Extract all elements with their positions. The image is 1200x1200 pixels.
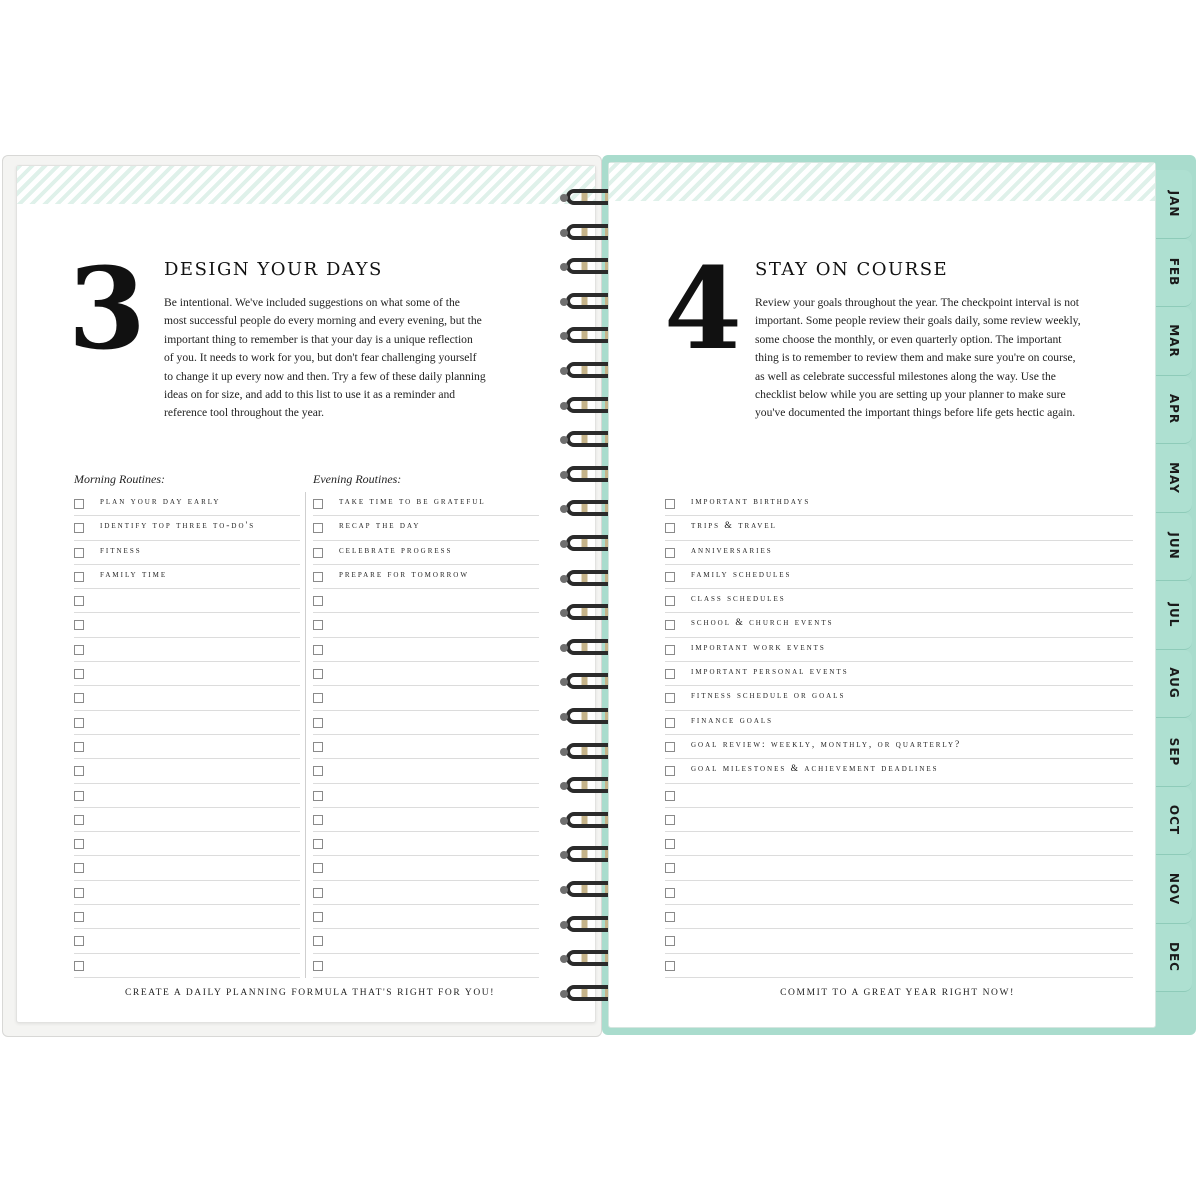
- checkbox[interactable]: [313, 839, 323, 849]
- checklist-row: [74, 565, 300, 589]
- checklist-item-label: important work events: [691, 642, 826, 653]
- checklist-row: [665, 905, 1133, 929]
- checkbox[interactable]: [665, 961, 675, 971]
- checkbox[interactable]: [665, 645, 675, 655]
- checklist-row: [74, 784, 300, 808]
- checklist-item-label: family schedules: [691, 569, 792, 580]
- intro-paragraph-left: [164, 294, 544, 423]
- checkbox[interactable]: [74, 718, 84, 728]
- tab-label: DEC: [1167, 942, 1181, 973]
- page-title-design-your-days: DESIGN YOUR DAYS: [164, 259, 383, 280]
- checklist-row: [313, 832, 539, 856]
- month-tabs: [1156, 170, 1192, 992]
- checkbox[interactable]: [665, 839, 675, 849]
- checklist-row: [74, 516, 300, 540]
- checklist-item-label: family time: [100, 569, 168, 580]
- checklist-row: [74, 759, 300, 783]
- checklist-row: [313, 711, 539, 735]
- checklist-row: [313, 881, 539, 905]
- checklist-row: [665, 638, 1133, 662]
- checkbox[interactable]: [313, 669, 323, 679]
- intro-line: you've documented the important things before life gets hectic again.: [755, 406, 1076, 420]
- checkbox[interactable]: [313, 936, 323, 946]
- checkbox[interactable]: [665, 742, 675, 752]
- tab-dec[interactable]: [1156, 924, 1192, 993]
- checklist-row: [74, 686, 300, 710]
- checklist-row: [313, 954, 539, 978]
- checklist-row: [665, 711, 1133, 735]
- checkbox[interactable]: [313, 718, 323, 728]
- intro-line: checklist below while you are setting up your planner to make sure: [755, 388, 1066, 402]
- intro-line: some choose the monthly, or even quarterly option. The important: [755, 332, 1062, 346]
- tab-label: JUL: [1167, 602, 1181, 628]
- checklist-row: [313, 638, 539, 662]
- checkbox[interactable]: [665, 572, 675, 582]
- checklist-row: [74, 638, 300, 662]
- checklist-row: [665, 735, 1133, 759]
- checkbox[interactable]: [74, 912, 84, 922]
- right-footer: COMMIT TO A GREAT YEAR RIGHT NOW!: [780, 988, 1015, 998]
- checkbox[interactable]: [74, 596, 84, 606]
- morning-routines-label: Morning Routines:: [74, 472, 165, 486]
- checkbox[interactable]: [313, 693, 323, 703]
- checklist-row: [665, 881, 1133, 905]
- checkbox[interactable]: [74, 499, 84, 509]
- checklist-row: [665, 613, 1133, 637]
- tab-aug[interactable]: [1156, 650, 1192, 719]
- checklist-row: [665, 929, 1133, 953]
- checklist-item-label: take time to be grateful: [339, 497, 486, 507]
- checkbox[interactable]: [665, 596, 675, 606]
- checklist-item-label: fitness: [100, 545, 142, 556]
- checkbox[interactable]: [74, 548, 84, 558]
- checklist-item-label: trips & travel: [691, 521, 777, 532]
- checklist-row: [74, 541, 300, 565]
- checkbox[interactable]: [74, 693, 84, 703]
- tab-oct[interactable]: [1156, 787, 1192, 856]
- tab-jan[interactable]: [1156, 170, 1192, 239]
- checkbox[interactable]: [313, 620, 323, 630]
- tab-jun[interactable]: [1156, 513, 1192, 582]
- checkbox[interactable]: [665, 523, 675, 533]
- checklist-row: [313, 735, 539, 759]
- checklist-row: [74, 832, 300, 856]
- checklist-item-label: goal review: weekly, monthly, or quarterly?: [691, 739, 962, 750]
- checklist-row: [313, 662, 539, 686]
- checkbox[interactable]: [665, 912, 675, 922]
- checklist-item-label: anniversaries: [691, 545, 773, 556]
- checkbox[interactable]: [74, 791, 84, 801]
- checkbox[interactable]: [313, 961, 323, 971]
- checklist-item-label: important birthdays: [691, 497, 811, 507]
- checkbox[interactable]: [665, 693, 675, 703]
- checklist-row: [665, 954, 1133, 978]
- checklist-row: [313, 784, 539, 808]
- checklist-row: [74, 613, 300, 637]
- checklist-row: [665, 808, 1133, 832]
- tab-jul[interactable]: [1156, 581, 1192, 650]
- checkbox[interactable]: [313, 742, 323, 752]
- checklist-item-label: goal milestones & achievement deadlines: [691, 764, 939, 775]
- checklist-item-label: prepare for tomorrow: [339, 569, 469, 580]
- checkbox[interactable]: [74, 863, 84, 873]
- checklist-row: [313, 589, 539, 613]
- tab-label: JUN: [1167, 532, 1181, 560]
- checklist-row: [313, 541, 539, 565]
- checklist-row: [665, 784, 1133, 808]
- tab-apr[interactable]: [1156, 376, 1192, 445]
- tab-label: NOV: [1167, 872, 1181, 905]
- checkbox[interactable]: [665, 499, 675, 509]
- tab-label: SEP: [1167, 737, 1181, 767]
- morning-checklist: [74, 492, 300, 978]
- checklist-row: [313, 905, 539, 929]
- checklist-row: [313, 808, 539, 832]
- checkbox[interactable]: [74, 766, 84, 776]
- checklist-row: [665, 492, 1133, 516]
- checklist-row: [74, 808, 300, 832]
- intro-line: important thing to remember is that your day is a unique reflection: [164, 332, 473, 346]
- course-checklist: [665, 492, 1133, 978]
- checklist-item-label: class schedules: [691, 594, 786, 605]
- tab-label: MAR: [1167, 324, 1181, 358]
- checkbox[interactable]: [74, 888, 84, 898]
- checklist-row: [74, 905, 300, 929]
- tab-sep[interactable]: [1156, 718, 1192, 787]
- checkbox[interactable]: [665, 718, 675, 728]
- checkbox[interactable]: [665, 791, 675, 801]
- tab-label: MAY: [1167, 461, 1181, 494]
- checklist-row: [74, 881, 300, 905]
- checkbox[interactable]: [74, 936, 84, 946]
- checkbox[interactable]: [313, 766, 323, 776]
- checkbox[interactable]: [74, 742, 84, 752]
- tab-mar[interactable]: [1156, 307, 1192, 376]
- tab-label: AUG: [1167, 667, 1181, 700]
- checklist-row: [313, 565, 539, 589]
- checkbox[interactable]: [665, 936, 675, 946]
- checklist-item-label: plan your day early: [100, 497, 221, 507]
- checklist-row: [74, 492, 300, 516]
- checkbox[interactable]: [313, 548, 323, 558]
- checklist-row: [313, 759, 539, 783]
- checkbox[interactable]: [74, 645, 84, 655]
- checklist-item-label: identify top three to-do's: [100, 521, 256, 532]
- checklist-row: [665, 662, 1133, 686]
- checkbox[interactable]: [74, 961, 84, 971]
- intro-line: reference tool throughout the year.: [164, 406, 324, 420]
- checklist-row: [313, 686, 539, 710]
- tab-nov[interactable]: [1156, 855, 1192, 924]
- checklist-row: [665, 589, 1133, 613]
- checklist-row: [74, 929, 300, 953]
- checklist-row: [665, 516, 1133, 540]
- intro-line: ideas on for size, and add to this list to use it as a reminder and: [164, 388, 456, 402]
- header-stripe: [17, 166, 595, 204]
- tab-label: APR: [1167, 394, 1181, 425]
- checkbox[interactable]: [665, 815, 675, 825]
- intro-paragraph-right: [755, 294, 1140, 423]
- checkbox[interactable]: [665, 548, 675, 558]
- checklist-item-label: recap the day: [339, 521, 421, 532]
- checkbox[interactable]: [313, 912, 323, 922]
- checklist-row: [313, 856, 539, 880]
- checklist-row: [313, 929, 539, 953]
- checklist-row: [665, 759, 1133, 783]
- checklist-row: [313, 492, 539, 516]
- checklist-item-label: school & church events: [691, 618, 834, 629]
- tab-feb[interactable]: [1156, 239, 1192, 308]
- checkbox[interactable]: [74, 839, 84, 849]
- checkbox[interactable]: [313, 523, 323, 533]
- intro-line: to change it up every now and then. Try a few of these daily planning: [164, 369, 486, 383]
- intro-line: as well as celebrate successful milestones along the way. Use the: [755, 369, 1056, 383]
- left-footer: CREATE A DAILY PLANNING FORMULA THAT'S RIGHT FOR YOU!: [124, 988, 496, 998]
- checklist-row: [313, 613, 539, 637]
- checkbox[interactable]: [313, 863, 323, 873]
- checklist-row: [313, 516, 539, 540]
- checkbox[interactable]: [665, 863, 675, 873]
- intro-line: thing is to remember to review them and make sure you're on course,: [755, 351, 1076, 365]
- checkbox[interactable]: [74, 620, 84, 630]
- intro-line: important. Some people review their goals daily, some review weekly,: [755, 314, 1081, 328]
- checkbox[interactable]: [313, 791, 323, 801]
- checklist-row: [665, 856, 1133, 880]
- checklist-item-label: finance goals: [691, 715, 774, 726]
- tab-label: FEB: [1167, 257, 1181, 287]
- intro-line: most successful people do every morning and every evening, but the: [164, 314, 482, 328]
- checkbox[interactable]: [74, 523, 84, 533]
- checklist-item-label: fitness schedule or goals: [691, 691, 846, 702]
- checkbox[interactable]: [74, 669, 84, 679]
- tab-label: OCT: [1167, 805, 1181, 836]
- tab-label: JAN: [1167, 190, 1181, 218]
- checkbox[interactable]: [313, 815, 323, 825]
- checklist-row: [665, 541, 1133, 565]
- checkbox[interactable]: [313, 499, 323, 509]
- checkbox[interactable]: [74, 815, 84, 825]
- checklist-row: [74, 711, 300, 735]
- checkbox[interactable]: [665, 669, 675, 679]
- checkbox[interactable]: [313, 572, 323, 582]
- intro-line: Be intentional. We've included suggestions on what some of the: [164, 296, 460, 309]
- checklist-row: [665, 565, 1133, 589]
- checklist-row: [74, 662, 300, 686]
- checkbox[interactable]: [665, 620, 675, 630]
- checkbox[interactable]: [665, 888, 675, 898]
- intro-line: Review your goals throughout the year. The checkpoint interval is not: [755, 296, 1080, 309]
- column-divider: [305, 492, 306, 978]
- step-number-3: 3: [68, 244, 146, 375]
- checklist-row: [74, 589, 300, 613]
- evening-routines-label: Evening Routines:: [313, 472, 402, 486]
- page-title-stay-on-course: STAY ON COURSE: [755, 259, 949, 280]
- checklist-row: [665, 686, 1133, 710]
- step-number-4: 4: [664, 244, 742, 375]
- checklist-item-label: celebrate progress: [339, 545, 453, 556]
- checklist-row: [74, 954, 300, 978]
- intro-line: of you. It needs to work for you, but don't fear challenging yourself: [164, 351, 477, 365]
- checklist-item-label: important personal events: [691, 667, 849, 678]
- checklist-row: [74, 856, 300, 880]
- checkbox[interactable]: [313, 888, 323, 898]
- checklist-row: [665, 832, 1133, 856]
- checkbox[interactable]: [313, 596, 323, 606]
- checklist-row: [74, 735, 300, 759]
- tab-may[interactable]: [1156, 444, 1192, 513]
- checkbox[interactable]: [313, 645, 323, 655]
- header-stripe: [609, 163, 1155, 201]
- checkbox[interactable]: [665, 766, 675, 776]
- evening-checklist: [313, 492, 539, 978]
- checkbox[interactable]: [74, 572, 84, 582]
